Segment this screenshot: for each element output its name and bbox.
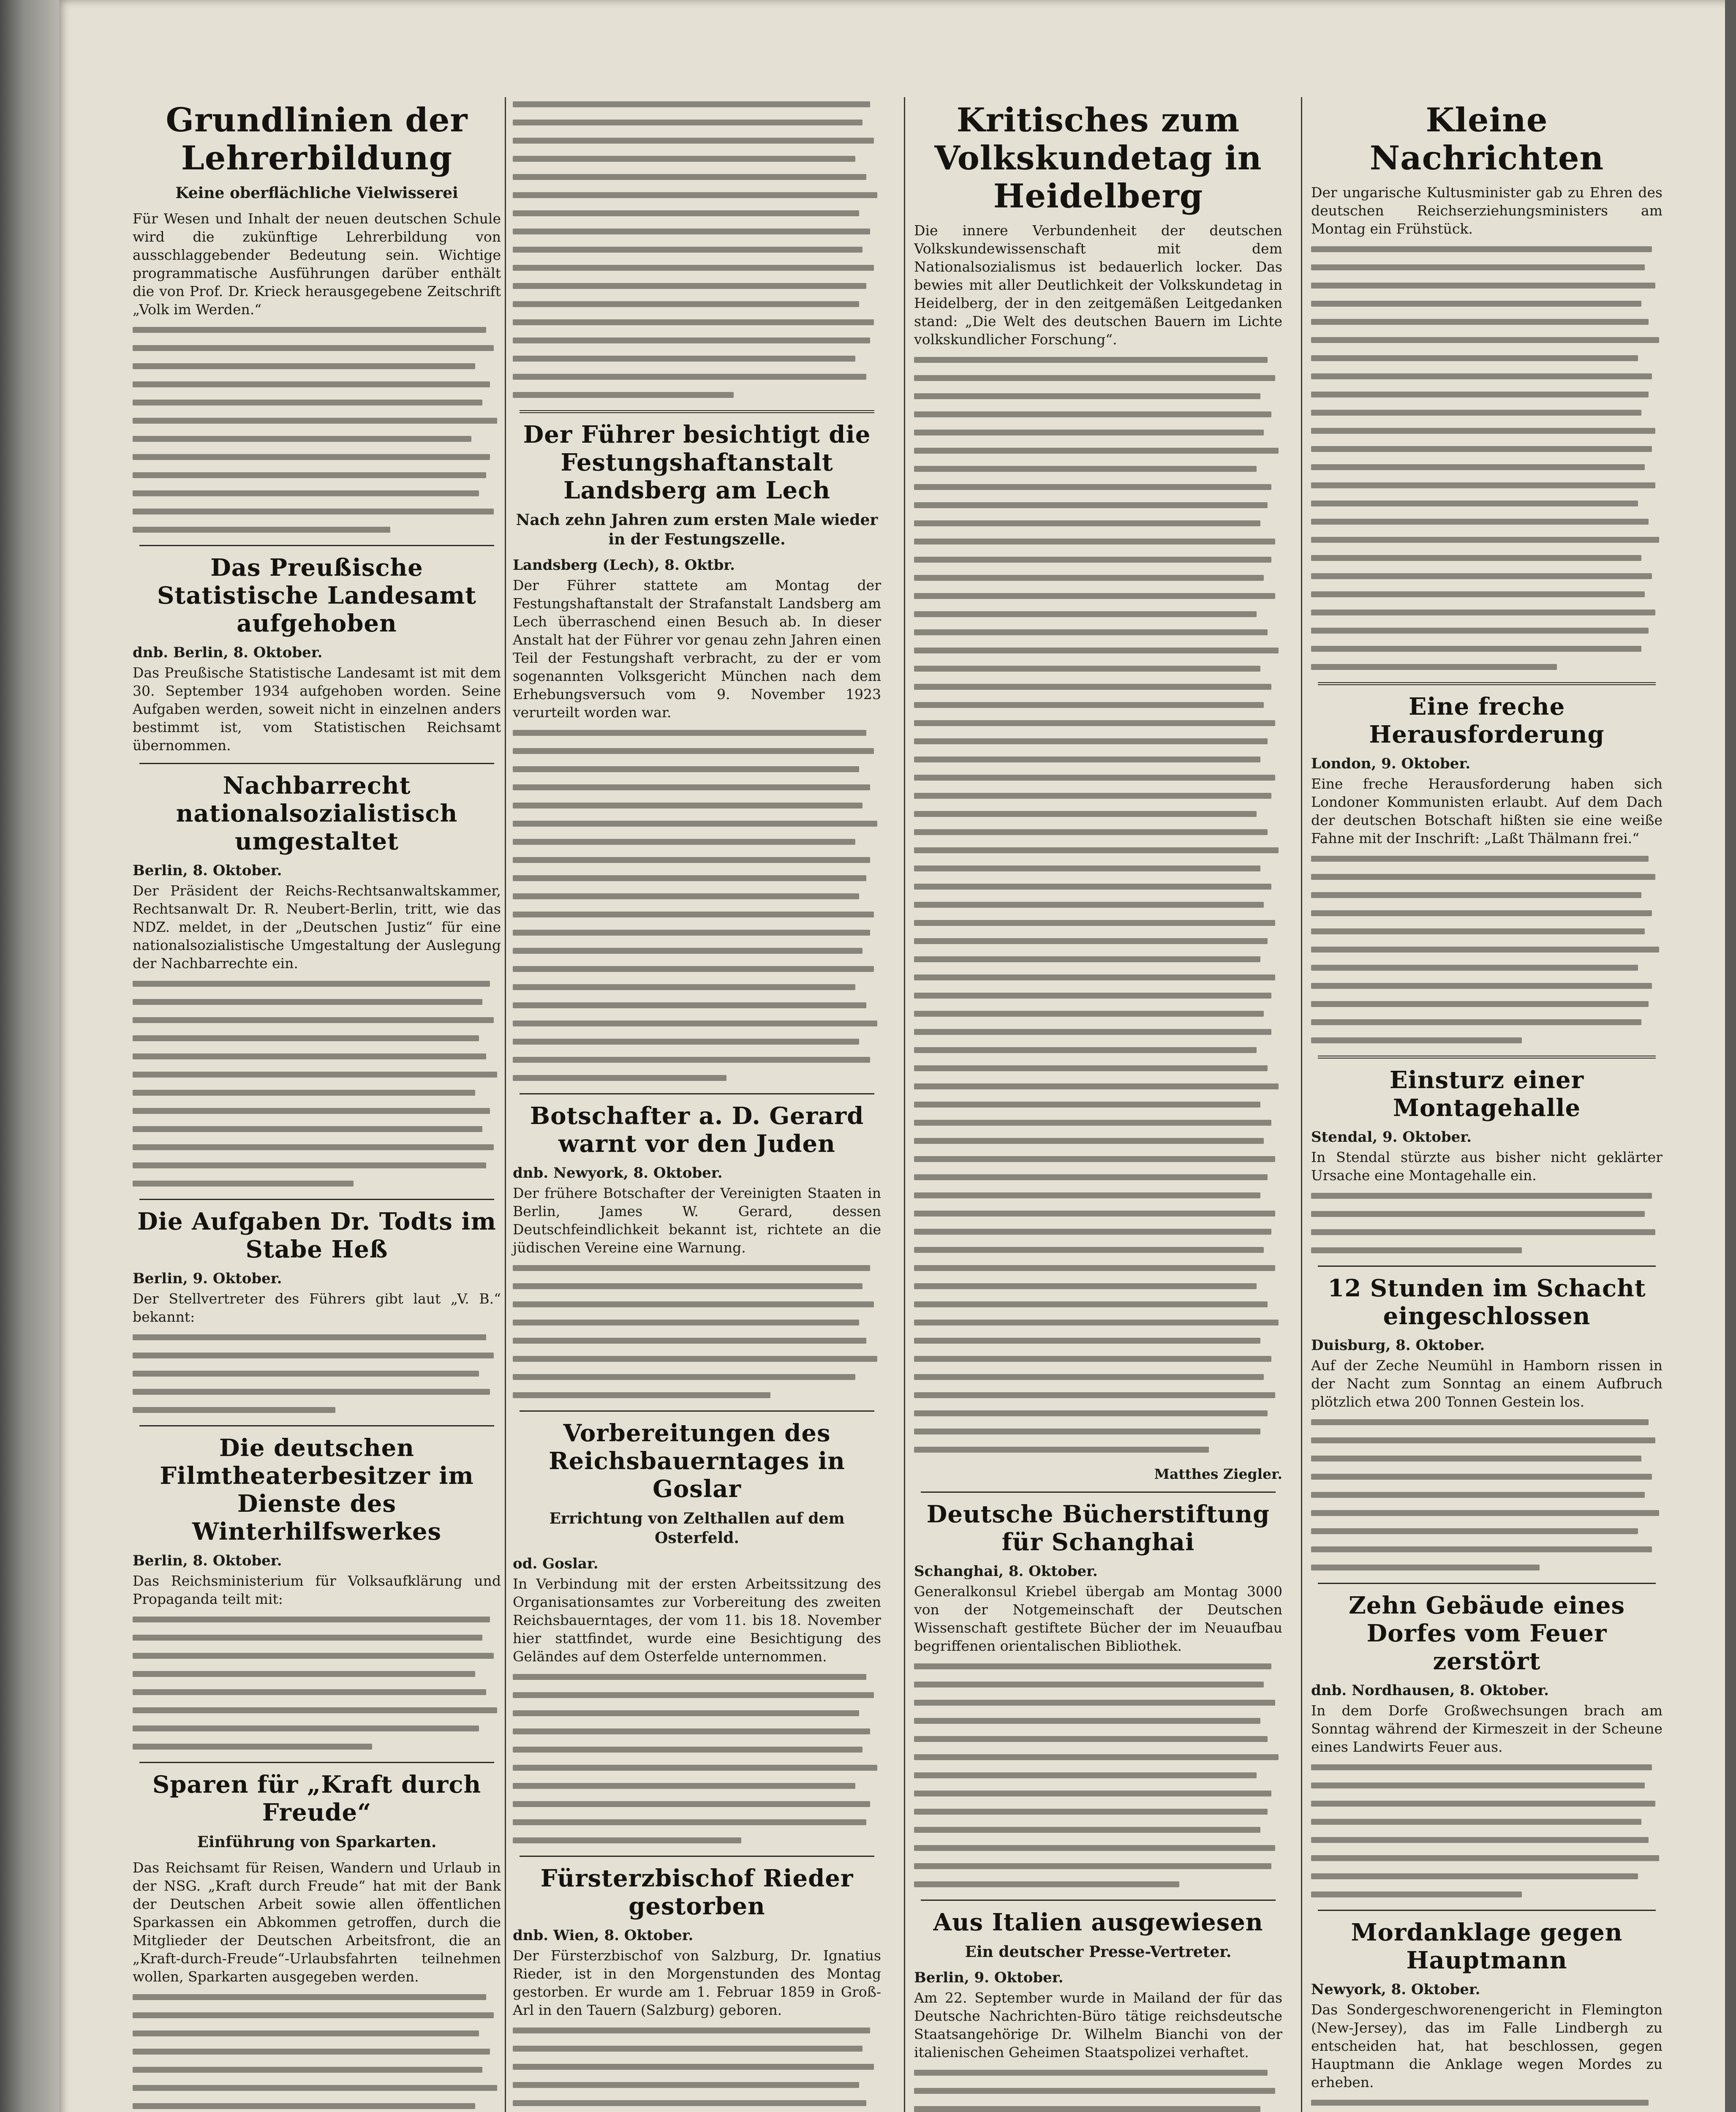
headline: Das Preußische Statistische Landesamt aufgehoben <box>157 554 476 637</box>
article-body: Generalkonsul Kriebel übergab am Montag 3000 von der Notgemeinschaft der Deutschen Wissenschaft gestiftete Bücher der im Neuaufbau begriffenen orientalischen Bibliothek. <box>914 1583 1282 1654</box>
dateline: Berlin, 8. Oktober. <box>133 862 282 879</box>
article-body: Für Wesen und Inhalt der neuen deutschen Schule wird die zukünftige Lehrerbildung von ausschlaggebender Bedeutung sein. Wichtige programmatische Ausführungen darüber enthält die von Prof. Dr. Krieck herausgegebene Zeitschrift „Volk im Werden.“ <box>133 210 501 318</box>
headline: Grundlinien der Lehrerbildung <box>166 101 468 177</box>
dateline: Stendal, 9. Oktober. <box>1311 1129 1472 1146</box>
text-lines <box>1311 1419 1663 1570</box>
article-nachbarrecht <box>127 772 507 1187</box>
article-divider <box>139 1762 494 1763</box>
article-divider <box>921 1900 1276 1901</box>
article-feuer <box>1305 1592 1668 1897</box>
text-lines <box>133 327 501 533</box>
subheadline: Einführung von Sparkarten. <box>197 1833 437 1851</box>
text-lines <box>513 2028 881 2112</box>
article-landsberg <box>507 421 887 1081</box>
text-lines <box>1311 246 1663 670</box>
article-body: Der Fürsterzbischof von Salzburg, Dr. Ignatius Rieder, ist in den Morgenstunden des Montag gestorben. Er wurde am 1. Februar 1859 in Groß-Arl in den Tauern (Salzburg) geboren. <box>513 1947 881 2018</box>
headline: Mordanklage gegen Hauptmann <box>1351 1919 1623 1974</box>
text-lines <box>133 1994 501 2112</box>
article-schanghai <box>908 1500 1288 1887</box>
headline: Nachbarrecht nationalsozialistisch umgestaltet <box>176 772 458 855</box>
dateline: od. Goslar. <box>513 1555 599 1572</box>
headline: Vorbereitungen des Reichsbauerntages in Goslar <box>549 1419 845 1503</box>
article-body: Das Preußische Statistische Landesamt ist mit dem 30. September 1934 aufgehoben worden. Seine Aufgaben werden, soweit nicht in einzelnen anders bestimmt ist, vom Statistischen Reichsamt übernommen. <box>133 664 501 754</box>
article-body: In Stendal stürzte aus bisher nicht geklärter Ursache eine Montagehalle ein. <box>1311 1149 1663 1184</box>
headline: Der Führer besichtigt die Festungshaftanstalt Landsberg am Lech <box>523 421 871 504</box>
headline: Deutsche Bücherstiftung für Schanghai <box>926 1500 1270 1556</box>
article-body: Das Sondergeschworenengericht in Flemington (New-Jersey), das im Falle Lindbergh zu entscheiden hat, hat beschlossen, gegen Hauptmann die Anklage wegen Mordes zu erheben. <box>1311 2001 1663 2090</box>
article-schacht <box>1305 1274 1668 1570</box>
text-lines <box>513 1674 881 1843</box>
article-kleine-nachrichten <box>1305 101 1668 670</box>
article-divider <box>139 763 494 764</box>
article-hauptmann <box>1305 1919 1668 2112</box>
text-lines <box>1311 1764 1663 1897</box>
dateline: Berlin, 9. Oktober. <box>914 1969 1064 1986</box>
article-body: Der Führer stattete am Montag der Festungshaftanstalt der Strafanstalt Landsberg am Lech überraschend einen Besuch ab. In dieser Anstalt hat der Führer vor genau zehn Jahren einen Teil der Festungshaft verbracht, zu der er vom sogenannten Volksgericht München nach dem Erhebungsversuch vom 9. November 1923 verurteilt worden war. <box>513 577 881 721</box>
article-divider <box>520 1410 874 1412</box>
dateline: Berlin, 8. Oktober. <box>133 1552 282 1569</box>
text-lines <box>1311 856 1663 1043</box>
article-body: In dem Dorfe Großwechsungen brach am Sonntag während der Kirmeszeit in der Scheune eines Landwirts Feuer aus. <box>1311 1702 1663 1755</box>
column-3 <box>908 97 1288 2112</box>
headline: 12 Stunden im Schacht eingeschlossen <box>1328 1274 1646 1330</box>
article-divider <box>139 1425 494 1426</box>
article-divider <box>1318 1583 1656 1584</box>
page-binding <box>0 0 59 2112</box>
dateline: dnb. Berlin, 8. Oktober. <box>133 644 323 661</box>
article-divider <box>520 1856 874 1857</box>
article-volkskundetag <box>908 101 1288 1483</box>
column-4 <box>1305 97 1668 2112</box>
dateline: Newyork, 8. Oktober. <box>1311 1981 1480 1998</box>
article-italien <box>908 1908 1288 2112</box>
article-todt <box>127 1208 507 1413</box>
text-lines <box>914 357 1282 1453</box>
article-montagehalle <box>1305 1066 1668 1253</box>
article-body: Das Reichsamt für Reisen, Wandern und Urlaub in der NSG. „Kraft durch Freude“ hat mit der Bank der Deutschen Arbeit sowie allen öffentlichen Sparkassen ein Abkommen getroffen, durch die Mitglieder der Deutschen Arbeitsfront, die an „Kraft-durch-Freude“-Urlaubsfahrten teilnehmen wollen, Sparkarten ausgegeben werden. <box>133 1859 501 1985</box>
dateline: Schanghai, 8. Oktober. <box>914 1563 1098 1580</box>
text-lines <box>1311 2100 1663 2112</box>
subheadline: Ein deutscher Presse-Vertreter. <box>965 1943 1232 1961</box>
article-body: Am 22. September wurde in Mailand der für das Deutsche Nachrichten-Büro tätige reichsdeutsche Staatsangehörige Dr. Wilhelm Bianchi von der italienischen Geheimen Staatspolizei verhaftet. <box>914 1990 1282 2060</box>
article-body: Der ungarische Kultusminister gab zu Ehren des deutschen Reichserziehungsministers am Montag ein Frühstück. <box>1311 184 1663 237</box>
dateline: Landsberg (Lech), 8. Oktbr. <box>513 557 735 574</box>
headline: Zehn Gebäude eines Dorfes vom Feuer zerstört <box>1348 1592 1625 1675</box>
article-rieder <box>507 1864 887 2112</box>
article-landesamt <box>127 554 507 754</box>
article-divider <box>139 1199 494 1200</box>
subheadline: Nach zehn Jahren zum ersten Male wieder in der Festungszelle. <box>516 511 878 548</box>
headline: Kritisches zum Volkskundetag in Heidelberg <box>934 101 1262 215</box>
text-lines <box>513 1265 881 1398</box>
text-lines <box>133 1334 501 1413</box>
headline: Einsturz einer Montagehalle <box>1389 1066 1584 1122</box>
article-filmtheater <box>127 1434 507 1750</box>
article-divider <box>1318 1910 1656 1911</box>
byline: Matthes Ziegler. <box>1154 1466 1282 1482</box>
dateline: Duisburg, 8. Oktober. <box>1311 1337 1485 1354</box>
headline: Aus Italien ausgewiesen <box>933 1908 1263 1936</box>
article-divider <box>1318 682 1656 685</box>
article-goslar <box>507 1419 887 1843</box>
article-body: Auf der Zeche Neumühl in Hamborn rissen in der Nacht zum Sonntag an einem Aufbruch plötzlich etwa 200 Tonnen Gestein los. <box>1311 1357 1663 1410</box>
article-divider <box>1318 1266 1656 1267</box>
article-body: Der Stellvertreter des Führers gibt laut „V. B.“ bekannt: <box>133 1290 501 1325</box>
subheadline: Errichtung von Zelthallen auf dem Osterfeld. <box>549 1510 845 1547</box>
column-rule <box>1301 97 1302 2112</box>
article-sparkarten <box>127 1771 507 2112</box>
subheadline: Keine oberflächliche Vielwisserei <box>175 184 458 202</box>
dateline: Berlin, 9. Oktober. <box>133 1270 282 1287</box>
text-lines <box>133 1617 501 1750</box>
column-1 <box>127 97 507 2112</box>
article-body: In Verbindung mit der ersten Arbeitssitzung des Organisationsamtes zur Vorbereitung des zweiten Reichsbauerntages, der vom 11. bis 18. November hier stattfindet, wurde eine Besichtigung des Geländes auf dem Osterfelde unternommen. <box>513 1576 881 1665</box>
headline: Eine freche Herausforderung <box>1369 693 1605 748</box>
headline: Die deutschen Filmtheaterbesitzer im Dienste des Winterhilfswerkes <box>160 1434 474 1546</box>
article-body: Der Präsident der Reichs-Rechtsanwaltskammer, Rechtsanwalt Dr. R. Neubert-Berlin, tritt, wie das NDZ. meldet, in der „Deutschen Justiz“ für eine nationalsozialistische Umgestaltung der Auslegung der Nachbarrechte ein. <box>133 882 501 972</box>
page-edge <box>1725 0 1736 2112</box>
text-lines <box>513 730 881 1081</box>
article-gerard <box>507 1102 887 1398</box>
column-2 <box>507 97 887 2112</box>
text-lines <box>914 1663 1282 1887</box>
dateline: dnb. Newyork, 8. Oktober. <box>513 1165 723 1181</box>
article-divider <box>1318 1056 1656 1059</box>
article-body: Der frühere Botschafter der Vereinigten Staaten in Berlin, James W. Gerard, dessen Deutschfeindlichkeit bekannt ist, richtete an die jüdischen Vereine eine Warnung. <box>513 1185 881 1256</box>
dateline: dnb. Nordhausen, 8. Oktober. <box>1311 1682 1549 1699</box>
text-lines <box>914 2070 1282 2112</box>
article-body: Eine freche Herausforderung haben sich Londoner Kommunisten erlaubt. Auf dem Dach der deutschen Botschaft hißten sie eine weiße Fahne mit der Inschrift: „Laßt Thälmann frei.“ <box>1311 776 1663 846</box>
article-divider <box>520 1093 874 1094</box>
text-lines <box>133 981 501 1187</box>
headline: Botschafter a. D. Gerard warnt vor den Juden <box>530 1102 864 1158</box>
article-divider <box>139 545 494 546</box>
article-divider <box>520 410 874 413</box>
article-body: Die innere Verbundenheit der deutschen Volkskundewissenschaft mit dem Nationalsozialismus ist bedauerlich locker. Das bewies mit aller Deutlichkeit der Volkskundetag in Heidelberg, der in den zeitgemäßen Leitgedanken stand: „Die Welt des deutschen Bauern im Lichte volkskundlicher Forschung“. <box>914 222 1282 348</box>
text-lines <box>1311 1193 1663 1253</box>
dateline: London, 9. Oktober. <box>1311 755 1471 772</box>
article-body: Das Reichsministerium für Volksaufklärung und Propaganda teilt mit: <box>133 1573 501 1607</box>
headline: Kleine Nachrichten <box>1369 101 1604 177</box>
article-herausforderung <box>1305 693 1668 1043</box>
dateline: dnb. Wien, 8. Oktober. <box>513 1927 694 1944</box>
headline: Die Aufgaben Dr. Todts im Stabe Heß <box>137 1208 496 1263</box>
headline: Sparen für „Kraft durch Freude“ <box>152 1771 482 1826</box>
article-divider <box>921 1491 1276 1493</box>
article-lehrerbildung <box>127 101 507 533</box>
headline: Fürsterzbischof Rieder gestorben <box>540 1864 854 1920</box>
column-rule <box>904 97 905 2112</box>
text-lines <box>513 101 881 398</box>
